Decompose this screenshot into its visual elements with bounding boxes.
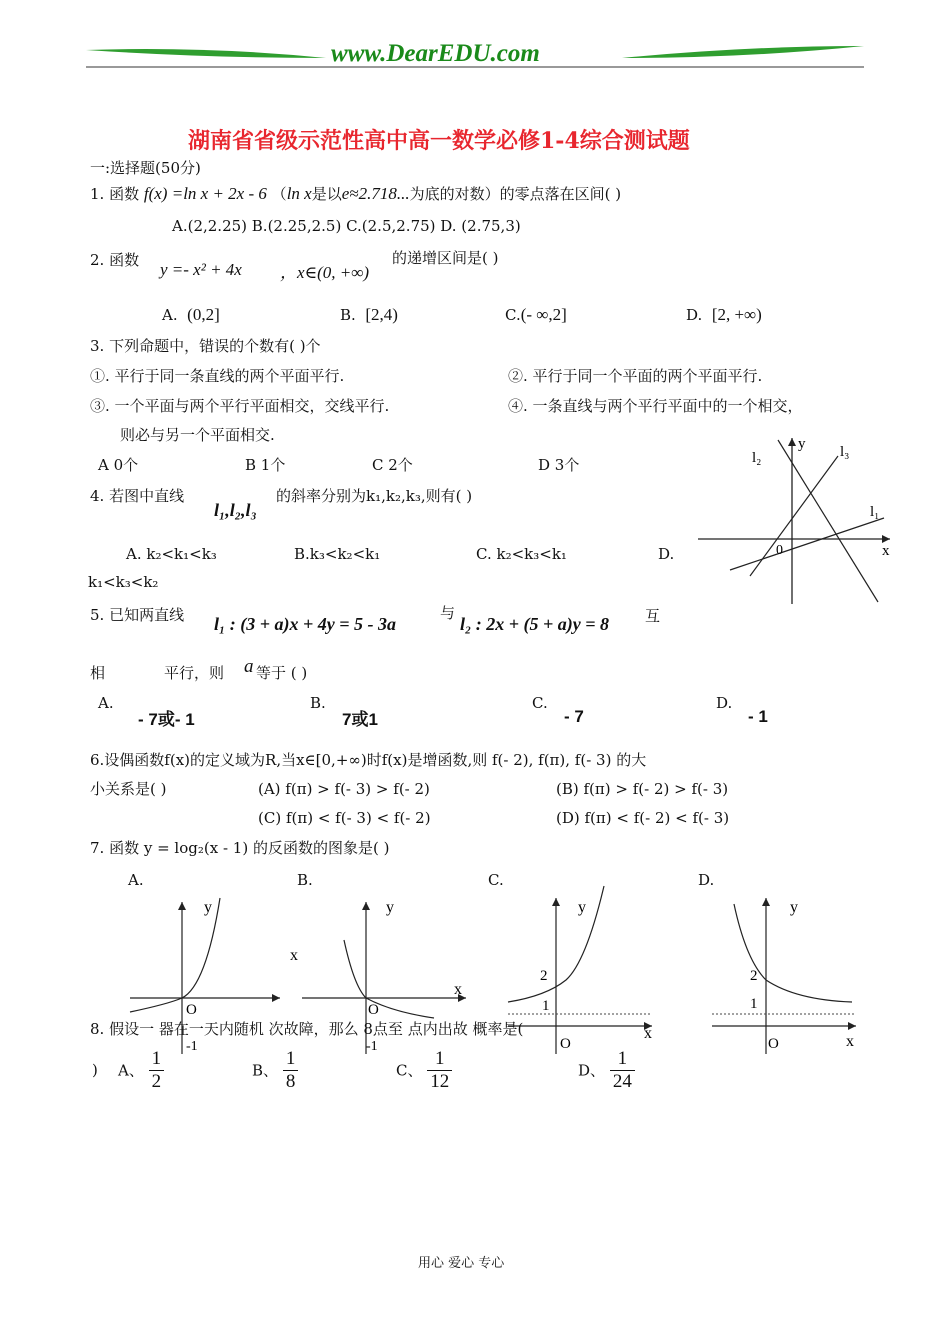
- question-4: 4. 若图中直线: [90, 487, 185, 505]
- q5-a: a: [244, 656, 254, 677]
- q3-prop-4: ④. 一条直线与两个平行平面中的一个相交，: [508, 397, 803, 415]
- q4-opt-c: C. k₂<k₃<k₁: [476, 545, 567, 563]
- fig-origin: 0: [776, 543, 783, 558]
- q3-opt-d: D 3个: [538, 456, 580, 474]
- q5-opt-d-label: D.: [716, 694, 733, 712]
- q6-opt-c: (C) f(π) < f(- 3) < f(- 2): [258, 809, 431, 827]
- q7-label-d: D.: [698, 871, 715, 889]
- q4-opt-d-value: k₁<k₃<k₂: [88, 573, 159, 591]
- q1-e: e: [341, 184, 350, 203]
- q4-figure: [694, 434, 900, 606]
- q6-opt-b: (B) f(π) > f(- 2) > f(- 3): [556, 780, 729, 798]
- q2-func: y =- x² + 4x: [160, 260, 242, 279]
- header-banner: [86, 36, 864, 76]
- q2-opt-c: C.(- ∞,2]: [505, 305, 567, 324]
- svg-text:y: y: [204, 899, 212, 916]
- q4-tail: 的斜率分别为k₁,k₂,k₃,则有( ): [276, 487, 473, 505]
- q6-line2: 小关系是( ): [90, 780, 167, 798]
- q2-opt-a: A. (0,2]: [162, 305, 220, 324]
- svg-text:2: 2: [750, 968, 758, 984]
- q7-label-b: B.: [297, 871, 313, 889]
- q1-isbase: 是以: [311, 185, 342, 203]
- page-title: 湖南省省级示范性高中高一数学必修1-4综合测试题: [188, 128, 690, 154]
- q5-tail: 互: [645, 607, 661, 625]
- q5-opt-b-label: B.: [310, 694, 326, 712]
- svg-text:-1: -1: [186, 1039, 198, 1054]
- svg-text:x: x: [644, 1025, 652, 1042]
- q3-prop-4b: 则必与另一个平面相交.: [120, 426, 275, 444]
- fig-l2: l₂: [752, 450, 762, 466]
- question-7: 7. 函数 y = log₂(x - 1) 的反函数的图象是( ): [90, 839, 390, 857]
- question-8: 8. 假设一 器在一天内随机 次故障，那么 8点至 点内出故 概率是(: [90, 1020, 524, 1038]
- q1-stem: 1. 函数: [90, 185, 140, 203]
- q3-opt-c: C 2个: [372, 456, 413, 474]
- q5-opt-b: 7或1: [342, 710, 378, 729]
- svg-text:y: y: [790, 899, 798, 916]
- svg-text:O: O: [560, 1036, 571, 1052]
- q2-opt-d: D. [2, +∞): [686, 305, 762, 324]
- q6-opt-d: (D) f(π) < f(- 2) < f(- 3): [556, 809, 730, 827]
- question-1: [90, 184, 621, 204]
- svg-text:O: O: [186, 1002, 197, 1018]
- q4-opt-a: A. k₂<k₁<k₃: [126, 545, 217, 563]
- q1-ln: ln x: [286, 184, 312, 203]
- line-l2: [778, 440, 878, 602]
- q3-opt-a: A 0个: [98, 456, 139, 474]
- q1-tail: 为底的对数）的零点落在区间( ): [409, 185, 622, 203]
- q2-tail: 的递增区间是( ): [392, 249, 499, 267]
- q1-approx: ≈2.718...: [349, 184, 410, 203]
- q4-opt-b: B.k₃<k₂<k₁: [294, 545, 381, 563]
- q5-l1: l₁ : (3 + a)x + 4y = 5 - 3a: [214, 614, 397, 634]
- q4-lines: l₁,l₂,l₃: [214, 500, 257, 520]
- q2-stem: 2. 函数: [90, 251, 140, 269]
- svg-text:O: O: [368, 1002, 379, 1018]
- svg-text:-1: -1: [366, 1039, 378, 1054]
- q5-l2: l₂ : 2x + (5 + a)y = 8: [460, 614, 610, 634]
- question-5: 5. 已知两直线: [90, 606, 185, 624]
- question-2: [90, 250, 139, 270]
- q6-opt-a: (A) f(π) > f(- 3) > f(- 2): [258, 780, 430, 798]
- svg-text:1: 1: [542, 998, 550, 1014]
- q3-prop-1: ①. 平行于同一条直线的两个平面平行.: [90, 367, 345, 385]
- site-url[interactable]: www.DearEDU.com: [331, 40, 540, 67]
- q8-opt-c: C、 $\frac{1}{12}$: [396, 1048, 452, 1093]
- q1-func: f(x) =ln x + 2x - 6: [143, 184, 267, 203]
- svg-text:x: x: [290, 947, 298, 964]
- svg-text:y: y: [386, 899, 394, 916]
- q1-options: A.(2,2.25) B.(2.25,2.5) C.(2.5,2.75) D. (2.75,3): [172, 217, 521, 235]
- q8-close: ): [92, 1061, 98, 1079]
- fig-l3: l₃: [840, 444, 850, 460]
- q7-label-c: C.: [488, 871, 504, 889]
- q5-opt-c-label: C.: [532, 694, 548, 712]
- q3-prop-2: ②. 平行于同一个平面的两个平面平行.: [508, 367, 763, 385]
- question-3: 3. 下列命题中，错误的个数有( )个: [90, 337, 321, 355]
- section-heading: 一:选择题(50分): [90, 159, 201, 177]
- q7-graph-c: [506, 884, 666, 1060]
- q2-domain: ，x∈(0, +∞): [280, 263, 370, 282]
- q3-prop-3: ③. 一个平面与两个平行平面相交，交线平行.: [90, 397, 390, 415]
- svg-text:y: y: [578, 899, 586, 916]
- q7-label-a: A.: [128, 871, 144, 889]
- q8-opt-b: B、 $\frac{1}{8}$: [252, 1048, 298, 1093]
- q5-opt-a-label: A.: [98, 694, 114, 712]
- fig-x-label: x: [882, 543, 890, 559]
- q7-graph-d: [710, 884, 870, 1060]
- line-l1: [730, 518, 884, 570]
- question-6: 6.设偶函数f(x)的定义域为R,当x∈[0,+∞)时f(x)是增函数,则 f(- 2), f(π), f(- 3) 的大: [90, 751, 647, 769]
- q5-opt-c: - 7: [564, 707, 584, 726]
- q5-opt-a: - 7或- 1: [138, 710, 195, 729]
- q5-line2-a: 相: [90, 664, 106, 682]
- q3-opt-b: B 1个: [245, 456, 286, 474]
- q5-line2-c: 等于 ( ): [256, 664, 308, 682]
- svg-text:1: 1: [750, 996, 758, 1012]
- q2-opt-b: B. [2,4): [340, 305, 398, 324]
- q4-opt-d: D.: [658, 545, 675, 563]
- q5-opt-d: - 1: [748, 707, 768, 726]
- svg-text:2: 2: [540, 968, 548, 984]
- q8-opt-a: A、 $\frac{1}{2}$: [118, 1048, 164, 1093]
- svg-text:x: x: [454, 981, 462, 998]
- fig-y-label: y: [798, 436, 806, 452]
- q1-paren: （: [271, 185, 287, 203]
- q8-opt-d: D、 $\frac{1}{24}$: [578, 1048, 635, 1093]
- svg-text:O: O: [768, 1036, 779, 1052]
- q5-with: 与: [440, 604, 456, 622]
- fig-l1: l₁: [870, 504, 880, 520]
- svg-text:x: x: [846, 1033, 854, 1050]
- q5-line2-b: 平行，则: [164, 664, 225, 682]
- page-footer: 用心 爱心 专心: [418, 1256, 505, 1271]
